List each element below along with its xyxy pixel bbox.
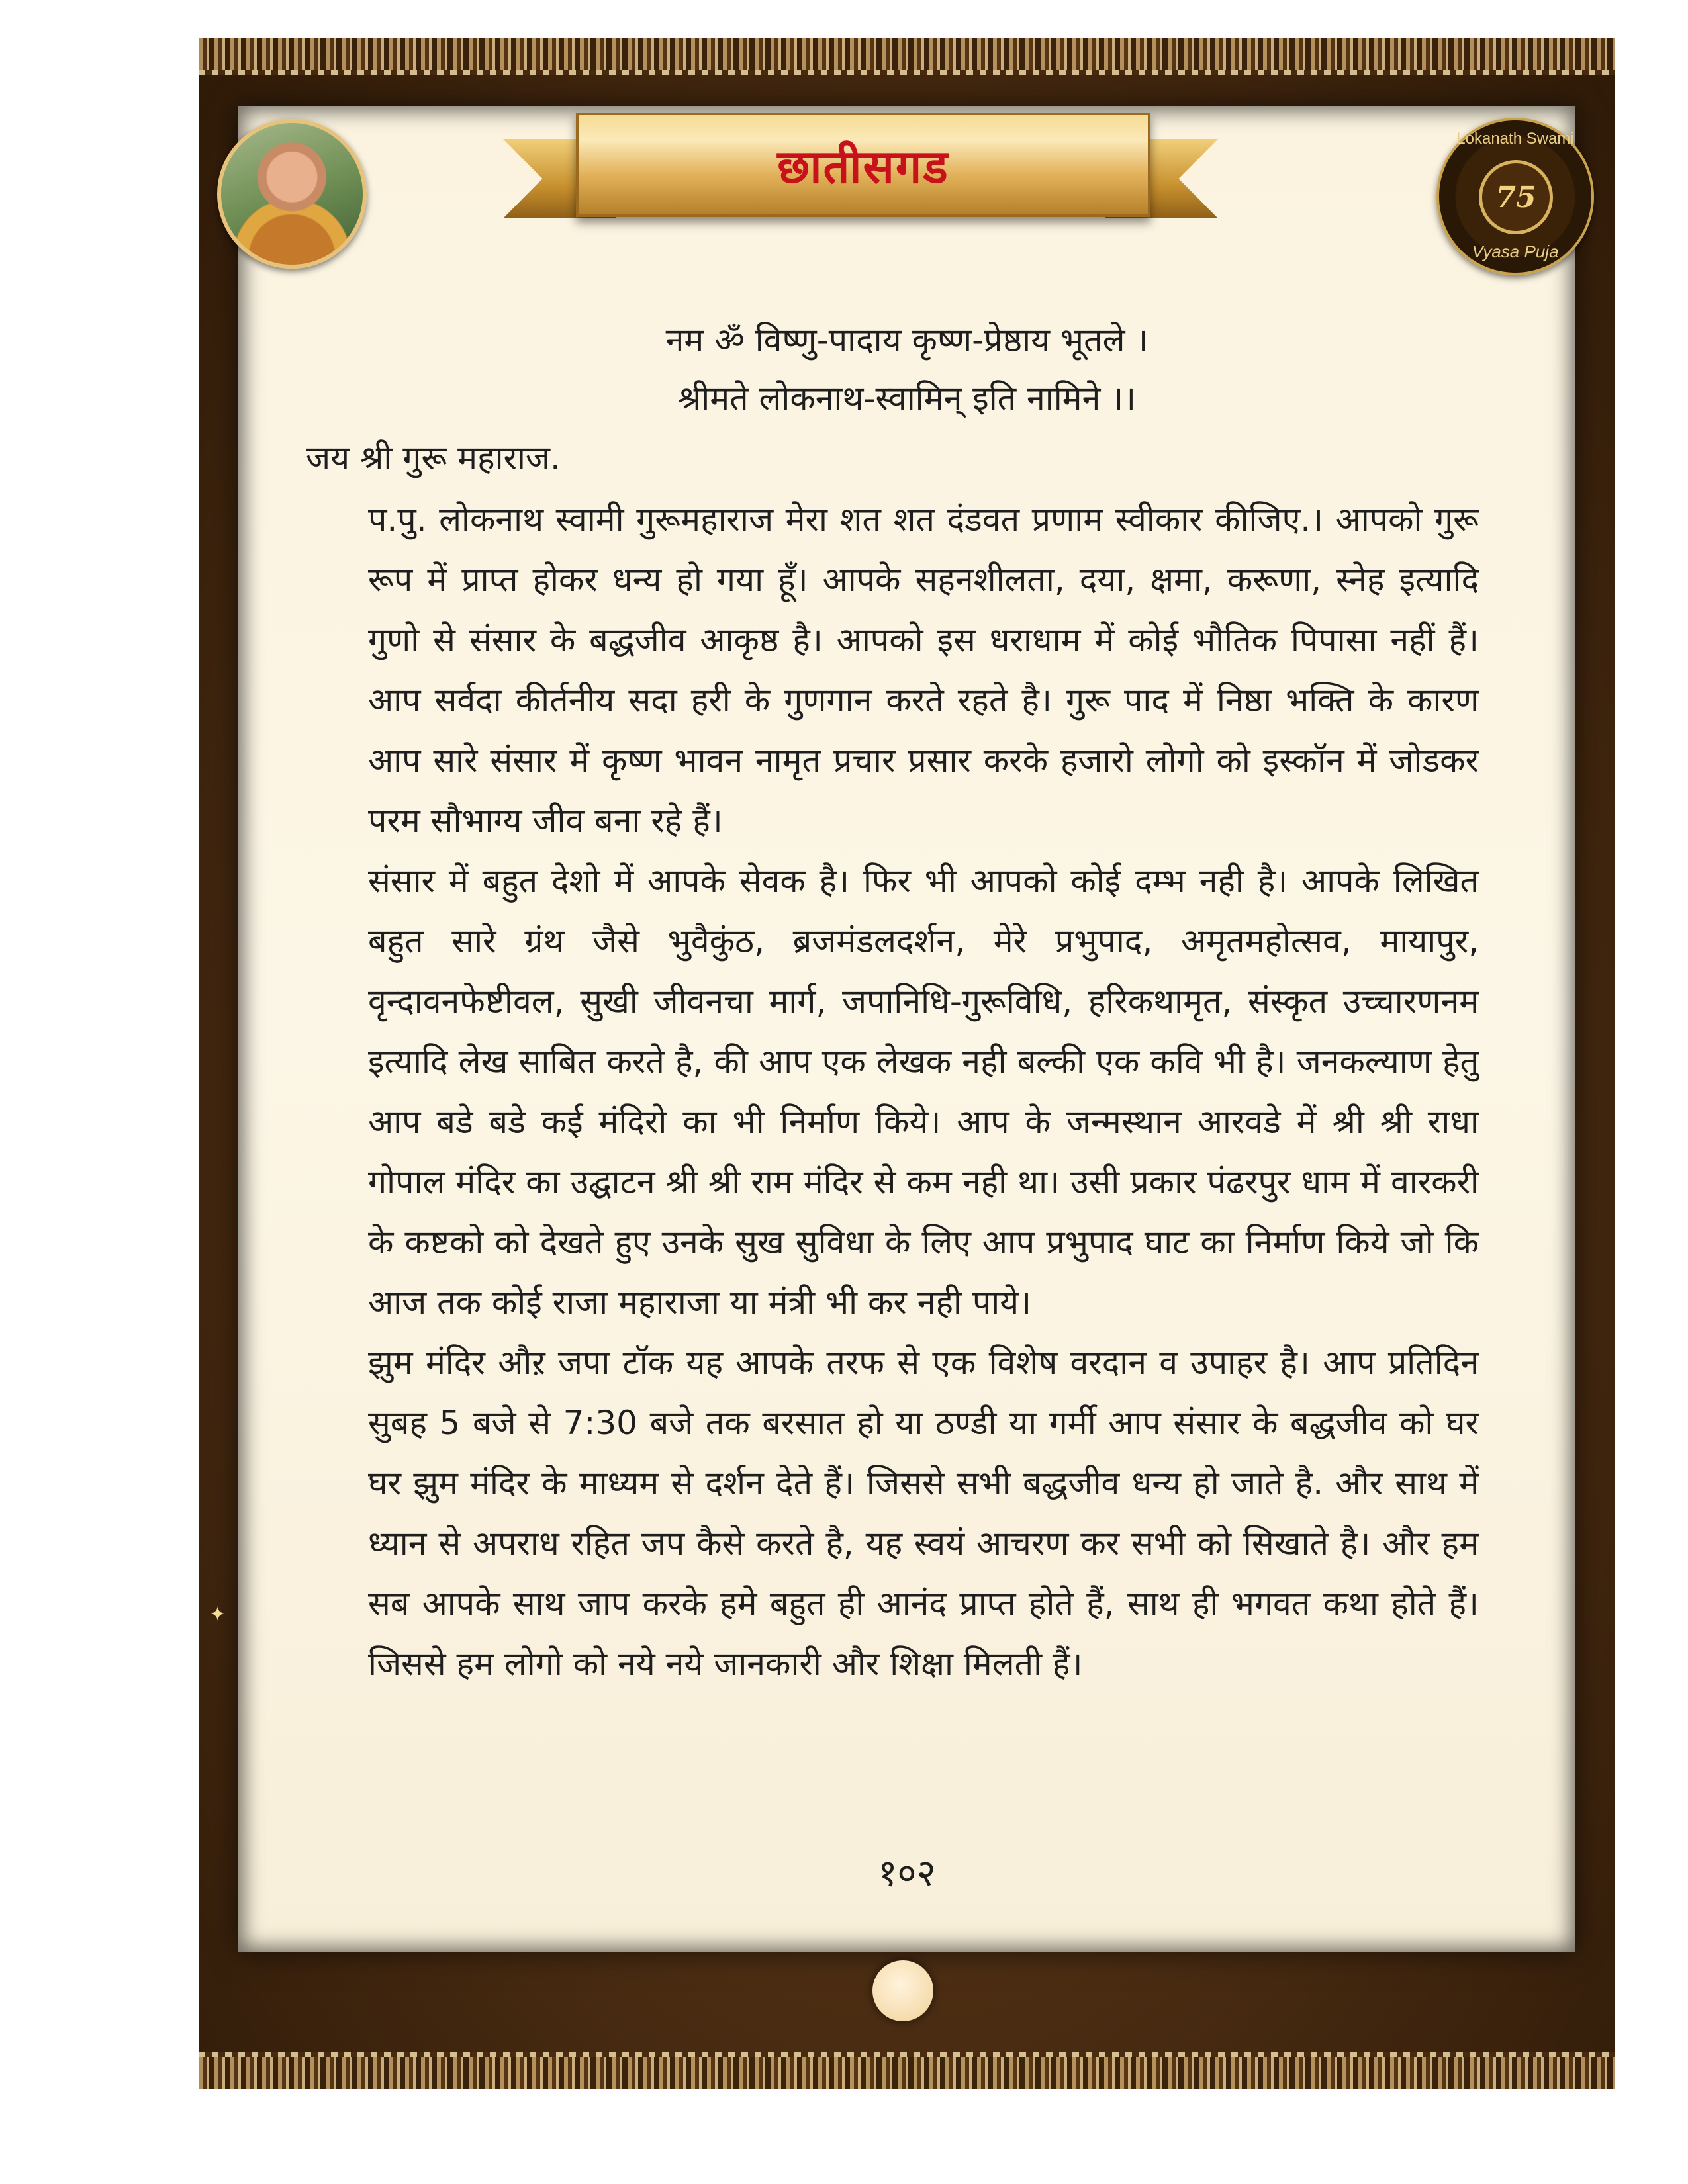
paragraph: झुम मंदिर औऱ जपा टॉक यह आपके तरफ से एक विशेष वरदान व उपाहर है। आप प्रतिदिन सुबह 5 बजे से 7:30 बजे तक बरसात हो या ठण्डी या गर्मी आप संसार के बद्धजीव को घर घर झुम मंदिर के माध्यम से दर्शन देते हैं। जिससे सभी बद्धजीव धन्य हो जाते है. और साथ में ध्यान से अपराध रहित जप कैसे करते है, यह स्वयं आचरण कर सभी को सिखाते है। और हम सब आपके साथ जाप करके हमे बहुत ही आनंद प्राप्त होते हैं, साथ ही भगवत कथा होते हैं। जिससे हम लोगो को नये नये जानकारी और शिक्षा मिलती हैं।: [368, 1343, 1479, 1683]
badge-number: 75: [1495, 180, 1536, 214]
offering-body: [368, 490, 1479, 1694]
salutation: जय श्री गुरू महाराज.: [306, 439, 561, 477]
paragraph: प.पु. लोकनाथ स्वामी गुरूमहाराज मेरा शत शत दंडवत प्रणाम स्वीकार कीजिए.। आपको गुरू रूप में प्राप्त होकर धन्य हो गया हूँ। आपके सहनशीलता, दया, क्षमा, करूणा, स्नेह इत्यादि गुणो से संसार के बद्धजीव आकृष्ठ है। आपको इस धराधाम में कोई भौतिक पिपासा नहीं हैं। आप सर्वदा कीर्तनीय सदा हरी के गुणगान करते रहते है। गुरू पाद में निष्ठा भक्ति के कारण आप सारे संसार में कृष्ण भावन नामृत प्रचार प्रसार करके हजारो लोगो को इस्कॉन में जोडकर परम सौभाग्य जीव बना रहे हैं।: [368, 500, 1479, 840]
vyasa-puja-75-logo: [1436, 118, 1594, 275]
top-decorative-border: [199, 38, 1615, 75]
verse-line-2: श्रीमते लोकनाथ-स्वामिन् इति नामिने ।।: [677, 379, 1137, 418]
badge-emblem: [1479, 160, 1553, 234]
ribbon-banner: [576, 113, 1150, 217]
page-title: छातीसगड: [777, 140, 949, 194]
page-number: १०२: [878, 1852, 936, 1895]
title-ribbon: [503, 99, 1218, 251]
bottom-decorative-border: [199, 2052, 1615, 2089]
verse-line-1: नम ॐ विष्णु-पादाय कृष्ण-प्रेष्ठाय भूतले ।: [665, 321, 1149, 359]
badge-top-text: Lokanath Swami: [1456, 130, 1574, 148]
paragraph: संसार में बहुत देशो में आपके सेवक है। फिर भी आपको कोई दम्भ नही है। आपके लिखित बहुत सारे ग्रंथ जैसे भुवैकुंठ, ब्रजमंडलदर्शन, मेरे प्रभुपाद, अमृतमहोत्सव, मायापुर, वृन्दावनफेष्टीवल, सुखी जीवनचा मार्ग, जपानिधि-गुरूविधि, हरिकथामृत, संस्कृत उच्चारणनम इत्यादि लेख साबित करते है, की आप एक लेखक नही बल्की एक कवि भी है। जनकल्याण हेतु आप बडे बडे कई मंदिरो का भी निर्माण किये। आप के जन्मस्थान आरवडे में श्री श्री राधा गोपाल मंदिर का उद्घाटन श्री श्री राम मंदिर से कम नही था। उसी प्रकार पंढरपुर धाम में वारकरी के कष्टको को देखते हुए उनके सुख सुविधा के लिए आप प्रभुपाद घाट का निर्माण किये जो कि आज तक कोई राजा महाराजा या मंत्री भी कर नही पाये।: [368, 862, 1479, 1322]
sparkle-icon: ✦: [209, 1603, 226, 1626]
bottom-ornament: [872, 1960, 933, 2021]
guru-portrait-image: [217, 119, 367, 269]
badge-bottom-text: Vyasa Puja: [1472, 242, 1559, 261]
